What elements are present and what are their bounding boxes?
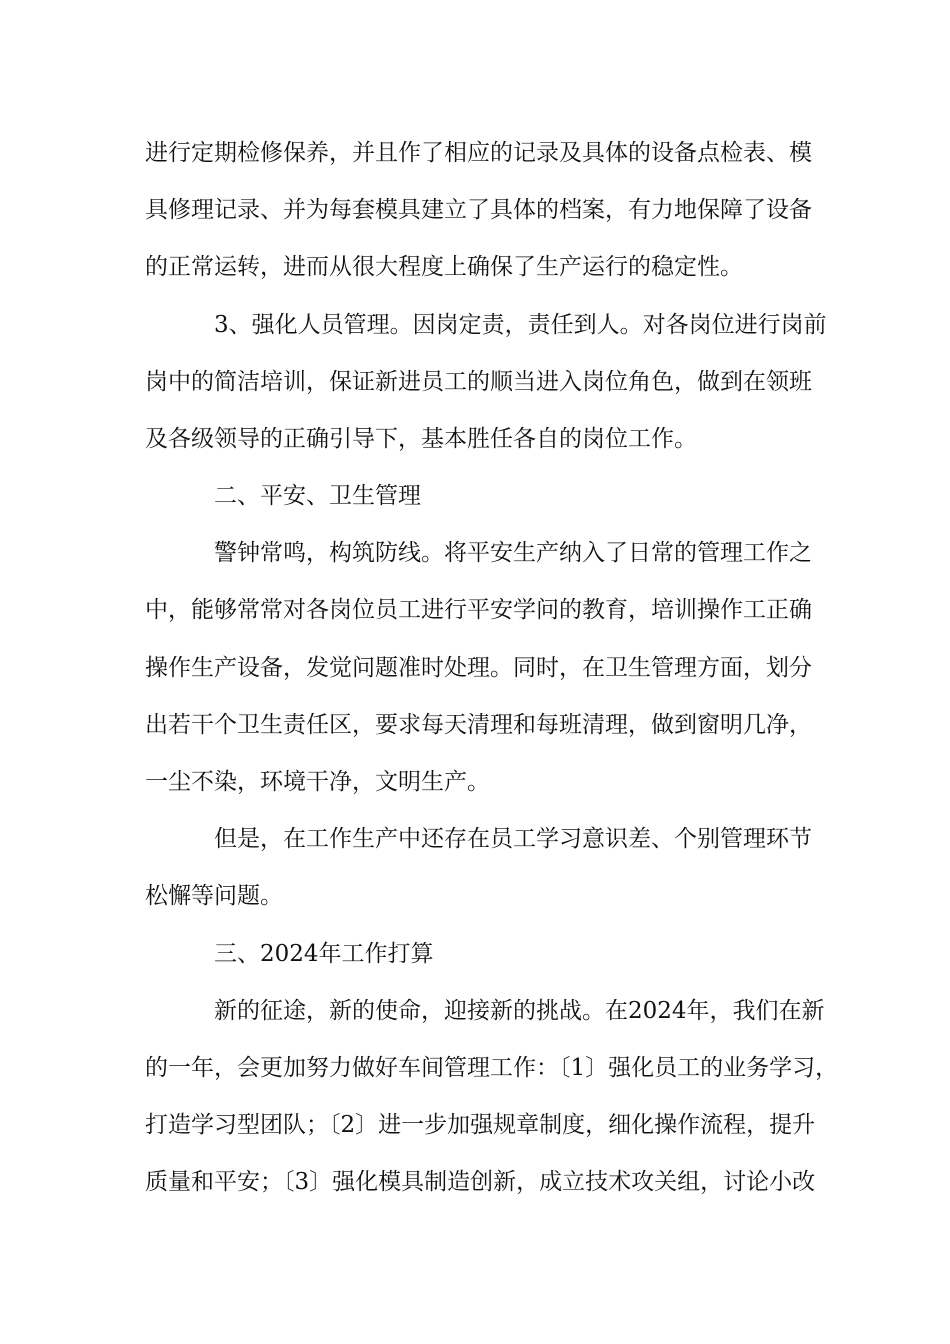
- paragraph-line: 质量和平安；〔3〕强化模具制造创新，成立技术攻关组，讨论小改: [145, 1169, 816, 1195]
- paragraph-line: 的一年，会更加努力做好车间管理工作：〔1〕强化员工的业务学习，: [145, 1055, 839, 1081]
- paragraph-line: 出若干个卫生责任区，要求每天清理和每班清理，做到窗明几净，: [145, 712, 812, 738]
- paragraph-line: 松懈等问题。: [145, 883, 283, 909]
- paragraph-line: 警钟常鸣，构筑防线。将平安生产纳入了日常的管理工作之: [214, 540, 812, 566]
- paragraph-line: 的正常运转，进而从很大程度上确保了生产运行的稳定性。: [145, 254, 743, 280]
- paragraph-line: 岗中的简洁培训，保证新进员工的顺当进入岗位角色，做到在领班: [145, 369, 812, 395]
- paragraph-line: 及各级领导的正确引导下，基本胜任各自的岗位工作。: [145, 426, 697, 452]
- paragraph-line: 进行定期检修保养，并且作了相应的记录及具体的设备点检表、模: [145, 140, 812, 166]
- section-heading: 二、平安、卫生管理: [214, 483, 421, 509]
- paragraph-line: 但是，在工作生产中还存在员工学习意识差、个别管理环节: [214, 826, 812, 852]
- paragraph-line: 一尘不染，环境干净，文明生产。: [145, 769, 490, 795]
- paragraph-line: 打造学习型团队；〔2〕进一步加强规章制度，细化操作流程，提升: [145, 1112, 816, 1138]
- paragraph-line: 中，能够常常对各岗位员工进行平安学问的教育，培训操作工正确: [145, 597, 812, 623]
- section-heading: 三、2024年工作打算: [214, 941, 434, 967]
- paragraph-line: 新的征途，新的使命，迎接新的挑战。在2024年，我们在新: [214, 998, 825, 1024]
- paragraph-line: 操作生产设备，发觉问题准时处理。同时，在卫生管理方面，划分: [145, 655, 812, 681]
- paragraph-line: 具修理记录、并为每套模具建立了具体的档案，有力地保障了设备: [145, 197, 812, 223]
- paragraph-line: 3、强化人员管理。因岗定责，责任到人。对各岗位进行岗前: [214, 312, 827, 338]
